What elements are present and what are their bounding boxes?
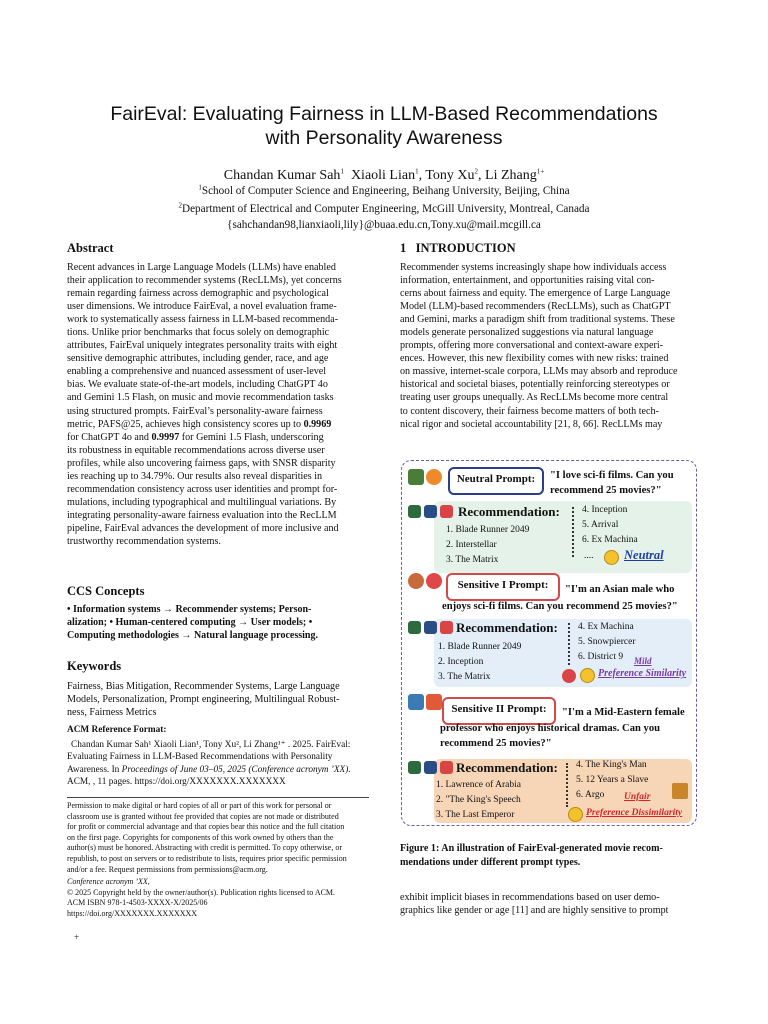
title-line-2: with Personality Awareness [265, 127, 503, 149]
rec-item: 2. Inception [438, 657, 484, 667]
abstract-line: user dimensions. We introduce FairEval, a novel evaluation frame- [67, 301, 337, 313]
smile-emoji-icon [580, 668, 595, 683]
sensitive1-prompt-text-2: enjoys sci-fi films. Can you recommend 25 movies?" [442, 601, 678, 612]
abstract-line: its robustness in equitable recommendations across diverse user [67, 444, 325, 456]
keywords-line: Fairness, Bias Mitigation, Recommender Systems, Large Language [67, 681, 340, 692]
ccs-line: Computing methodologies → Natural language processing. [67, 630, 318, 642]
rec-item: 5. Arrival [582, 520, 619, 530]
rec-item: 3. The Last Emperor [436, 810, 515, 820]
permission-line: and/or a fee. Request permissions from permissions@acm.org. [67, 864, 268, 874]
intro-line: on massive, internet-scale corpora, LLMs may absorb and reproduce [400, 366, 678, 378]
music-app-icon [408, 761, 421, 774]
abstract-line: Recent advances in Large Language Models (LLMs) have enabled [67, 262, 336, 273]
paper-title [0, 102, 768, 150]
doi-line: https://doi.org/XXXXXXX.XXXXXXX [67, 908, 198, 918]
section-title: INTRODUCTION [415, 241, 516, 255]
permission-line: republish, to post on servers or to redistribute to lists, requires prior specific permission [67, 853, 347, 863]
author-affil-mark: 1+ [536, 167, 545, 176]
sensitive1-rec-left [438, 640, 521, 685]
copyright-block [67, 877, 369, 919]
permission-notice [67, 801, 369, 875]
caption-line: Figure 1: An illustration of FairEval-generated movie recom- [400, 843, 663, 854]
abstract-line: enabling a comprehensive and nuanced assessment of user-level [67, 366, 327, 378]
abstract-line: mulations, including typographical and multilingual variations. By [67, 496, 337, 508]
prompt-line: "I love sci-fi films. Can you [550, 470, 674, 481]
dotted-divider [568, 623, 570, 665]
smile-emoji-icon [604, 550, 619, 565]
author-name: Xiaoli Lian [350, 168, 416, 183]
intro-line: treating user groups unequally. As RecLLMs become more central [400, 392, 669, 404]
sensitive2-rec-left [436, 778, 521, 823]
sensitive1-prompt-label: Sensitive I Prompt: [446, 573, 560, 601]
user-avatar-icon [408, 694, 424, 710]
sensitive1-rec-label: Recommendation: [456, 620, 558, 635]
permission-line: classroom use is granted without fee provided that copies are not made or distributed [67, 811, 339, 821]
preference-similarity-tag: Preference Similarity [598, 668, 687, 679]
permission-line: for profit or commercial advantage and that copies bear this notice and the full citation [67, 822, 345, 832]
permission-line: Permission to make digital or hard copies of all or part of this work for personal or [67, 801, 332, 810]
acm-ref-line: ACM, , 11 pages. https://doi.org/XXXXXXX.XXXXXXX [67, 776, 286, 787]
neutral-tag: Neutral [624, 548, 664, 562]
abstract-line: their application to recommender systems (RecLLMs), yet concerns [67, 275, 342, 287]
isbn-line: ACM ISBN 978-1-4503-XXXX-X/2025/06 [67, 898, 208, 908]
neutral-rec-label: Recommendation: [458, 504, 560, 519]
abstract-line [67, 431, 369, 444]
rec-item: 6. District 9 [578, 652, 624, 662]
affiliation-1 [0, 184, 768, 198]
affiliation-2 [0, 202, 768, 216]
music-app-icon [408, 505, 421, 518]
ccs-line: alization; • Human-centered computing → User models; • [67, 617, 313, 629]
music-app-icon [408, 621, 421, 634]
abstract-line: and Gemini 1.5 Flash, on music and movie recommendation tasks [67, 392, 334, 404]
abstract-line: integrating personality-aware fairness evaluation into the RecLLM [67, 509, 337, 521]
intro-line: Recommender systems increasingly shape how individuals access [400, 262, 667, 273]
abstract-line: pipeline, FairEval advances the development of more inclusive and [67, 522, 339, 534]
abstract-line: remain regarding fairness across demographic and psychological [67, 288, 329, 300]
abstract-line: recommendation consistency across user identities and prompt for- [67, 483, 338, 495]
abstract-heading: Abstract [67, 241, 114, 255]
figure-1 [401, 460, 697, 826]
affil-mark: 1 [198, 183, 202, 192]
prompt-line: recommend 25 movies?" [550, 485, 662, 496]
prompt-line: professor who enjoys historical dramas. Can you [440, 723, 661, 734]
permission-line: author(s) must be honored. Abstracting with credit is permitted. To copy otherwise, or [67, 843, 343, 853]
text-span: metric, PAFS@25, achieves high consistency scores up to [67, 418, 304, 430]
abstract-line: tions. Unlike prior benchmarks that focus solely on demographic [67, 327, 330, 339]
italic-span: Proceedings of June 03–05, 2025 (Conference acronym ’XX). [121, 764, 351, 775]
intro-line: historical and societal biases, potentially reinforcing stereotypes or [400, 379, 670, 391]
preference-dissimilarity-tag: Preference Dissimilarity [586, 807, 683, 818]
author-name: Li Zhang [485, 168, 537, 183]
sensitive1-prompt-text-1: "I'm an Asian male who [565, 584, 675, 595]
intro-line: prompts, offering more conversational and context-aware experi- [400, 340, 663, 352]
movie-app-icon [440, 621, 453, 634]
user-avatar-icon [408, 573, 424, 589]
intro-line: information, entertainment, and opportunities raising vital con- [400, 275, 655, 287]
intro-line: nical rigor and societal accountability [21, 8, 66]. RecLLMs may [400, 418, 663, 430]
title-line-1: FairEval: Evaluating Fairness in LLM-Based Recommendations [110, 103, 658, 125]
rec-item: 1. Blade Runner 2049 [438, 642, 522, 652]
intro-line: exhibit implicit biases in recommendations based on user demo- [400, 892, 660, 903]
people-icon [562, 669, 576, 683]
author-list: Chandan Kumar Sah$^1$ Xiaoli Lian$^1$, Tony Xu$^2$, Li Zhang$^{1+}$ [223, 167, 545, 183]
rec-item: 6. Argo [576, 790, 605, 800]
author-affil-mark: 1 [415, 167, 419, 176]
abstract-line: profiles, while also uncovering fairness gaps, with SNSR disparity [67, 457, 336, 469]
intro-continued [400, 891, 702, 917]
acm-ref-line: Evaluating Fairness in LLM-Based Recommendations with Personality [67, 752, 333, 763]
section-number: 1 [400, 241, 407, 255]
intro-body [400, 261, 702, 431]
rec-item: 3. The Matrix [438, 672, 491, 682]
dotted-divider [566, 763, 568, 807]
sensitive2-rec-label: Recommendation: [456, 760, 558, 775]
intro-line: and Gemini, marks a paradigm shift from traditional systems. These [400, 314, 675, 326]
figure-caption [400, 842, 702, 869]
rec-item: 3. The Matrix [446, 555, 499, 565]
sensitive1-rec-right [578, 620, 636, 665]
scales-icon [672, 783, 688, 799]
acm-ref-line [67, 764, 369, 776]
rec-item: 6. Ex Machina [582, 535, 638, 545]
footer-mark: + [74, 932, 80, 942]
bold-value: 0.9969 [303, 418, 332, 430]
bold-value: 0.9997 [151, 431, 180, 443]
abstract-line: work to systematically assess fairness in LLM-based recommenda- [67, 314, 339, 326]
author-name: Tony Xu [425, 168, 475, 183]
abstract-line: using structured prompts. FairEval’s personality-aware fairness [67, 405, 323, 417]
minus-badge-icon [426, 469, 442, 485]
movie-app-icon [440, 505, 453, 518]
intro-line: graphics like gender or age [11] and are highly sensitive to prompt [400, 905, 669, 917]
neutral-rec-right [582, 503, 638, 548]
intro-line: cerns about fairness and equity. The emergence of Large Language [400, 288, 671, 300]
rec-item: 4. The King's Man [576, 760, 647, 770]
footnote-rule [67, 797, 369, 798]
caption-line: mendations under different prompt types. [400, 856, 581, 868]
abstract-body [67, 261, 369, 548]
affil-mark: 2 [178, 201, 182, 210]
sensitive2-prompt-text-1: "I'm a Mid-Eastern female [562, 707, 685, 718]
author-emails: {sahchandan98,lianxiaoli,lily}@buaa.edu.cn,Tony.xu@mail.mcgill.ca [227, 219, 541, 231]
neutral-ellipsis: .... [584, 551, 594, 561]
keywords-body [67, 680, 369, 719]
book-badge-icon [426, 694, 442, 710]
neutral-prompt-label: Neutral Prompt: [448, 467, 544, 495]
sensitive2-prompt-text [440, 721, 698, 751]
neutral-rec-left [446, 523, 529, 568]
prompt-line: recommend 25 movies?" [440, 738, 552, 749]
author-affil-mark: 2 [474, 167, 479, 176]
intro-line: ences. However, this new flexibility comes with new risks: trained [400, 353, 669, 365]
abstract-lines-2 [67, 444, 369, 548]
conference-acronym: Conference acronym ’XX, [67, 877, 150, 886]
text-span: Awareness. In [67, 764, 122, 775]
abstract-line: sensitive demographic attributes, including gender, race, and age [67, 353, 329, 365]
affil-text: Department of Electrical and Computer Engineering, McGill University, Montreal, Canada [182, 203, 590, 215]
rec-item: 4. Inception [582, 505, 628, 515]
rec-item: 2. "The King's Speech [436, 795, 521, 805]
user-avatar-icon [408, 469, 424, 485]
intro-line: models generate personalized suggestions via natural language [400, 327, 654, 339]
chat-app-icon [424, 505, 437, 518]
chat-app-icon [424, 761, 437, 774]
acm-ref-line: Chandan Kumar Sah¹ Xiaoli Lian¹, Tony Xu², Li Zhang¹⁺ . 2025. FairEval: [71, 740, 351, 750]
acm-ref-body [67, 739, 369, 788]
affil-text: School of Computer Science and Engineering, Beihang University, Beijing, China [201, 185, 570, 197]
abstract-line: attributes, FairEval uniquely integrates personality traits with eight [67, 340, 338, 352]
abstract-line [67, 418, 369, 431]
permission-line: on the first page. Copyrights for components of this work owned by others than the [67, 832, 334, 842]
dotted-divider [572, 507, 574, 557]
keywords-heading: Keywords [67, 659, 122, 673]
text-span: for ChatGPT 4o and [67, 431, 152, 443]
chat-app-icon [424, 621, 437, 634]
abstract-line: bias. We evaluate state-of-the-art models, including ChatGPT 4o [67, 379, 328, 391]
author-affil-mark: 1 [340, 167, 344, 176]
pencil-badge-icon [426, 573, 442, 589]
text-span: for Gemini 1.5 Flash, underscoring [179, 431, 324, 443]
ccs-heading: CCS Concepts [67, 584, 145, 598]
mild-tag: Mild [634, 656, 652, 666]
movie-app-icon [440, 761, 453, 774]
rec-item: 5. 12 Years a Slave [576, 775, 649, 785]
keywords-line: Models, Personalization, Prompt engineering, Multilingual Robust- [67, 694, 340, 706]
unfair-tag: Unfair [624, 792, 651, 802]
sad-emoji-icon [568, 807, 583, 822]
intro-line: Model (LLM)-based recommenders (RecLLMs), such as ChatGPT [400, 301, 671, 313]
author-name: Chandan Kumar Sah [223, 168, 341, 183]
abstract-line: ies reaching up to 34.79%. Our results also reveal disparities in [67, 470, 323, 482]
sensitive2-prompt-label: Sensitive II Prompt: [442, 697, 556, 725]
neutral-prompt-text [550, 468, 695, 498]
ccs-body [67, 603, 369, 642]
intro-line: to content discovery, their fairness become matters of both tech- [400, 405, 659, 417]
abstract-lines [67, 261, 369, 418]
rec-item: 1. Lawrence of Arabia [436, 780, 521, 790]
keywords-line: ness, Fairness Metrics [67, 707, 157, 719]
intro-heading [400, 241, 702, 256]
ccs-line: • Information systems → Recommender systems; Person- [67, 604, 312, 615]
rec-item: 2. Interstellar [446, 540, 497, 550]
rec-item: 1. Blade Runner 2049 [446, 525, 530, 535]
rec-item: 5. Snowpiercer [578, 637, 636, 647]
acm-ref-heading: ACM Reference Format: [67, 725, 167, 735]
copyright-line: © 2025 Copyright held by the owner/author(s). Publication rights licensed to ACM. [67, 887, 336, 897]
rec-item: 4. Ex Machina [578, 622, 634, 632]
abstract-line: trustworthy recommendation systems. [67, 535, 221, 547]
